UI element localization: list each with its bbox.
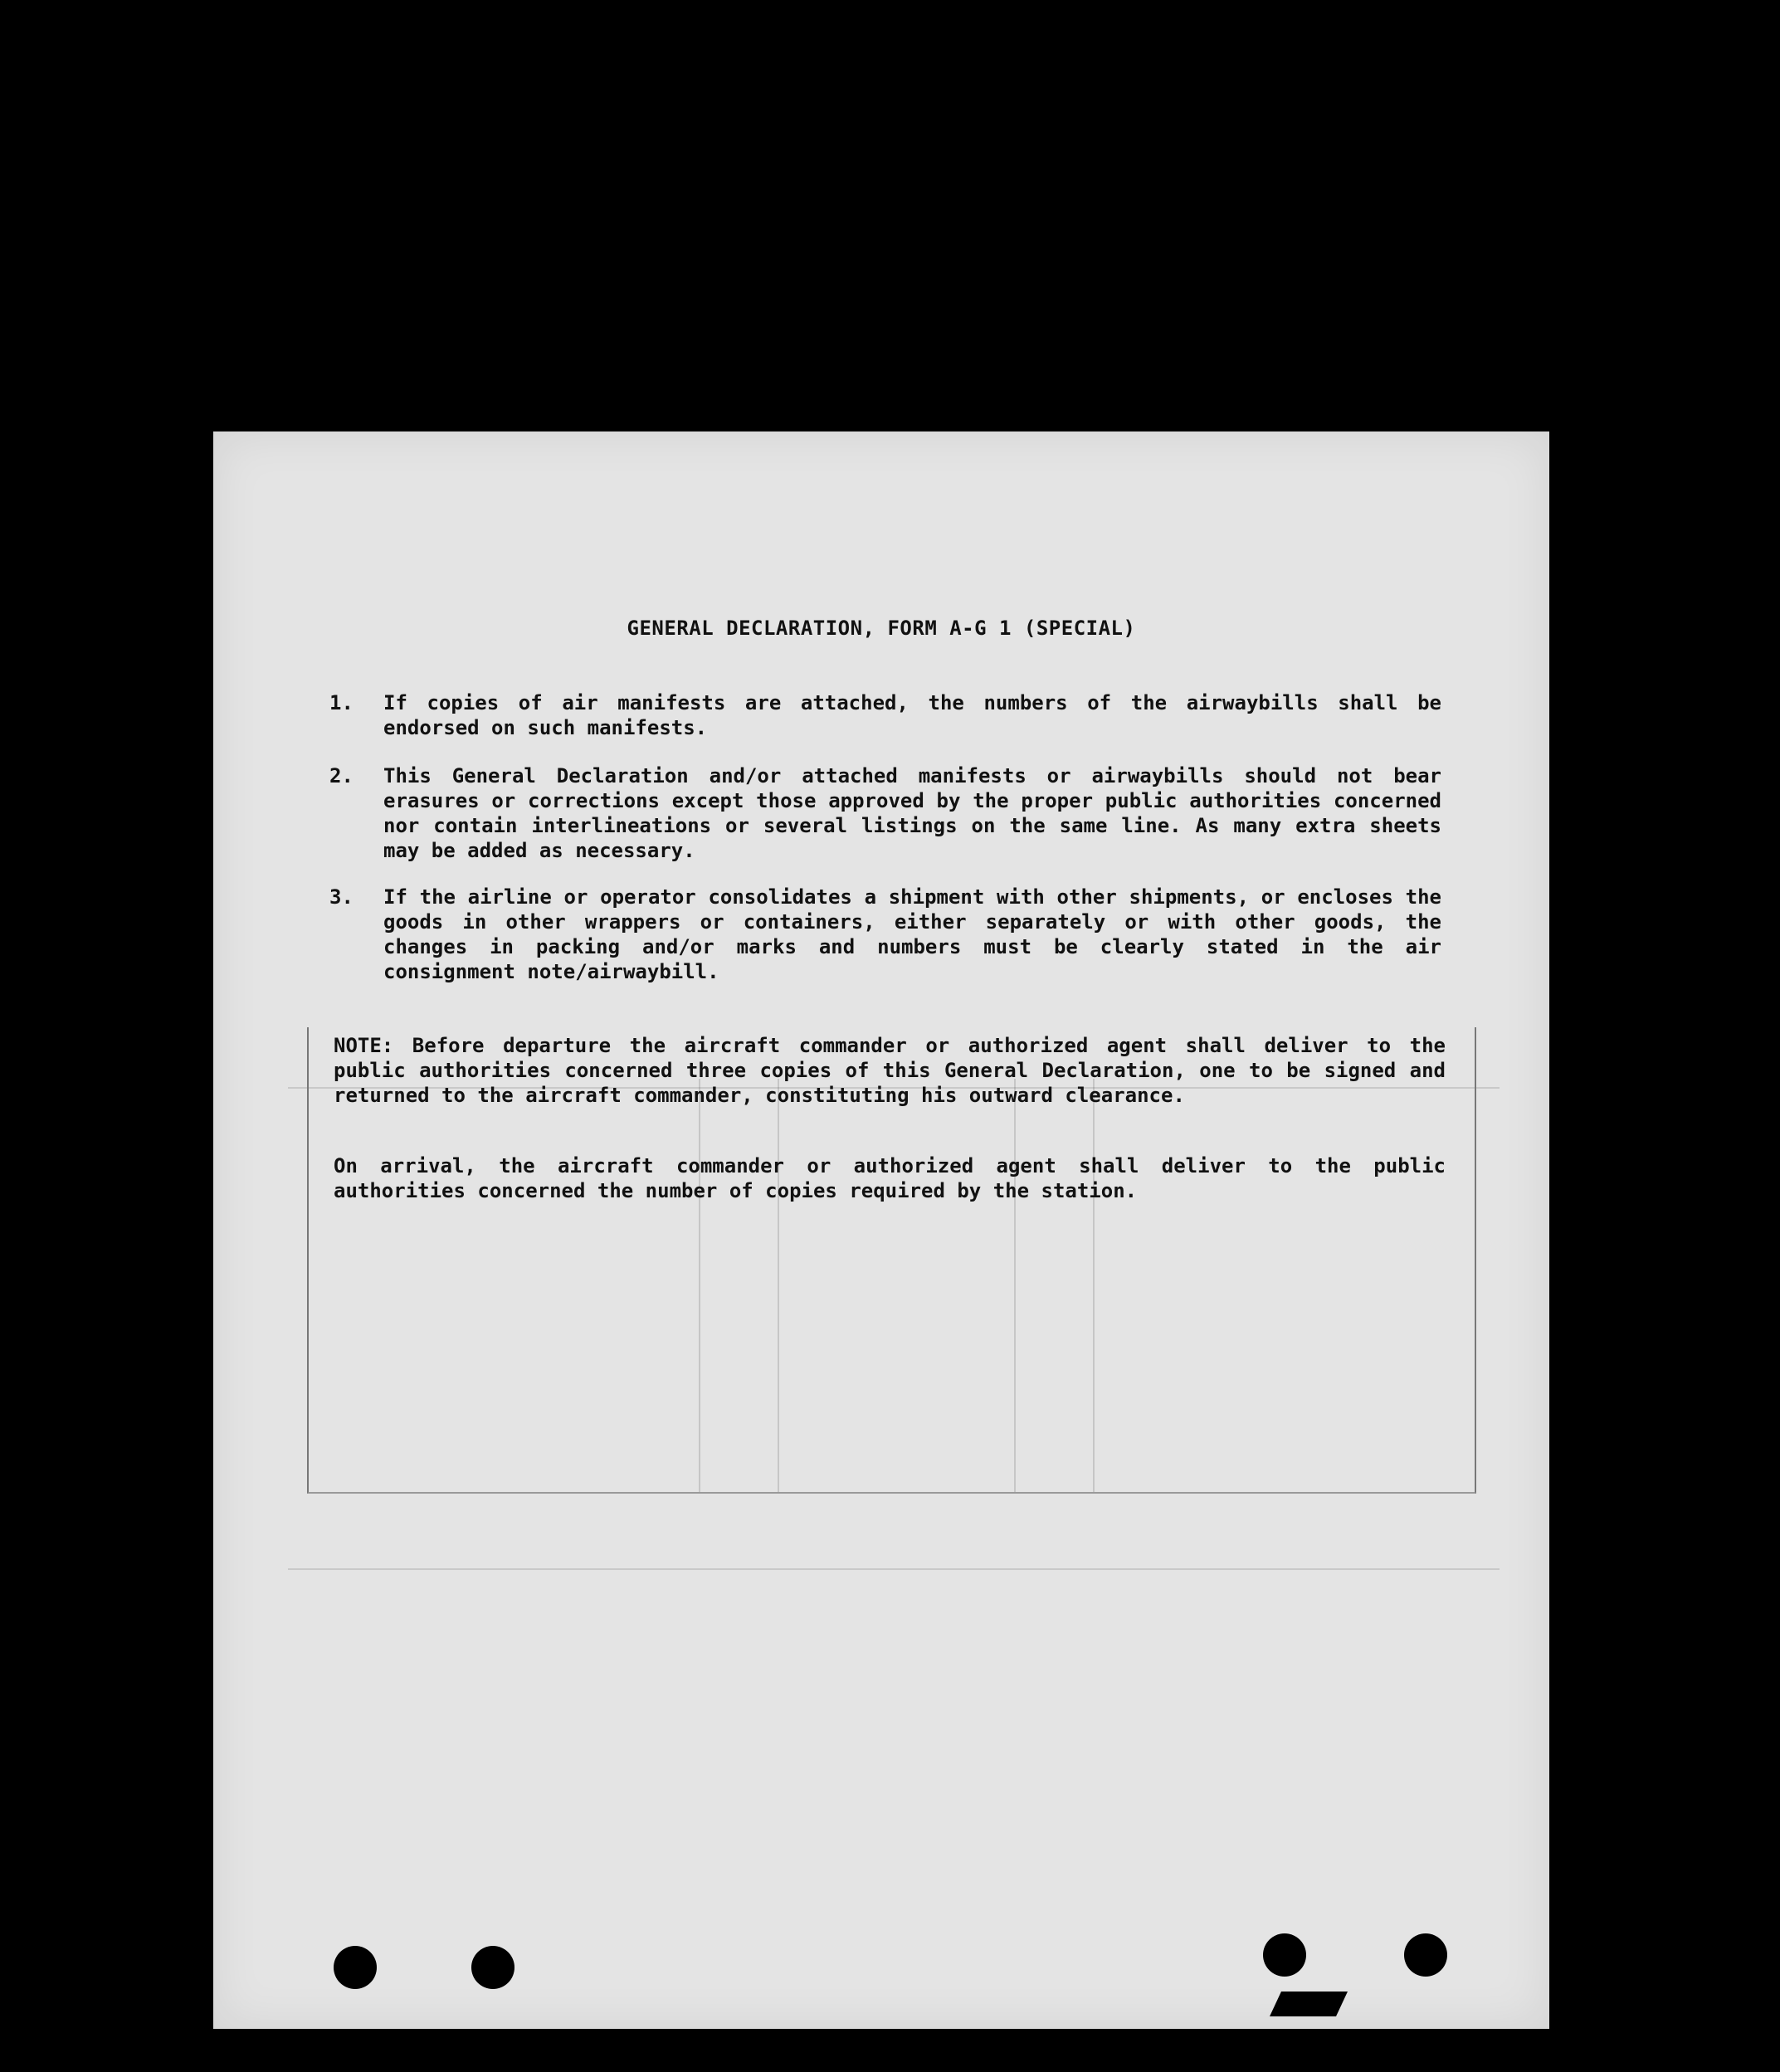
document-sheet xyxy=(213,431,1549,2029)
instruction-item xyxy=(329,690,1441,740)
item-number: 2. xyxy=(329,764,354,787)
punch-hole xyxy=(1263,1933,1306,1977)
note-paragraph: On arrival, the aircraft commander or authorized agent shall deliver to the public authorities concerned the number of copies required by the station. xyxy=(334,1154,1446,1202)
item-text: This General Declaration and/or attached manifests or airwaybills should not bear erasures or corrections except those approved by the proper public authorities concerned nor contain interlineations or several listings on the same line. As many extra sheets may be added as necessary. xyxy=(383,764,1441,862)
item-number: 1. xyxy=(329,691,354,714)
item-number: 3. xyxy=(329,885,354,909)
instruction-item xyxy=(329,763,1441,863)
item-text: If the airline or operator consolidates a shipment with other shipments, or encloses the goods in other wrappers or containers, either separately or with other goods, the changes in packing and/or marks and numbers must be clearly stated in the air consignment note/airwaybill. xyxy=(383,885,1441,983)
punch-hole xyxy=(334,1946,377,1989)
punch-hole xyxy=(1404,1933,1447,1977)
form-title: GENERAL DECLARATION, FORM A-G 1 (SPECIAL) xyxy=(627,617,1136,640)
note-paragraph: NOTE: Before departure the aircraft commander or authorized agent shall deliver to the public authorities concerned three copies of this General Declaration, one to be signed and returned to the aircraft commander, constituting his outward clearance. xyxy=(334,1034,1446,1107)
paper-tear xyxy=(1270,1992,1348,2016)
instruction-item xyxy=(329,885,1441,984)
punch-hole xyxy=(471,1946,514,1989)
bleed-through-line xyxy=(288,1568,1500,1570)
item-text: If copies of air manifests are attached, the numbers of the airwaybills shall be endorsed on such manifests. xyxy=(383,691,1441,739)
